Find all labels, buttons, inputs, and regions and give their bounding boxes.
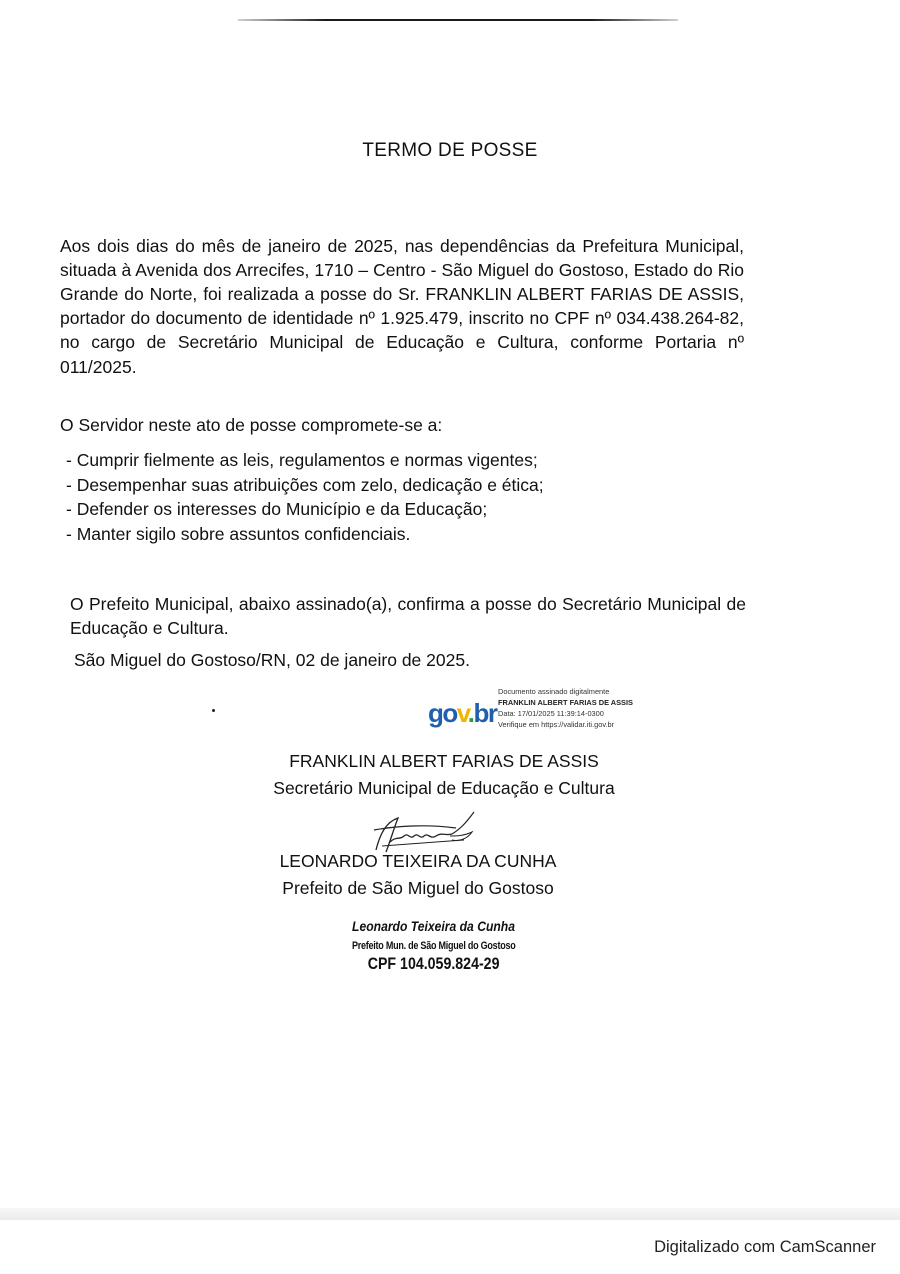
govbr-signer: FRANKLIN ALBERT FARIAS DE ASSIS [498, 698, 633, 707]
signatory-mayor [0, 848, 868, 902]
scan-speck [212, 709, 215, 712]
secretary-role: Secretário Municipal de Educação e Cultura [273, 778, 615, 798]
govbr-verify: Verifique em https://validar.iti.gov.br [498, 720, 615, 729]
page-edge [0, 1208, 900, 1220]
signatory-secretary [0, 748, 894, 802]
place-date: São Miguel do Gostoso/RN, 02 de janeiro de 2025. [74, 650, 470, 670]
mayor-stamp [0, 918, 868, 975]
govbr-logo: gov.br [428, 698, 497, 728]
commitment-list [66, 448, 544, 546]
confirmation-paragraph: O Prefeito Municipal, abaixo assinado(a), confirma a posse do Secretário Municipal de Educação e Cultura. [70, 593, 746, 638]
mayor-role: Prefeito de São Miguel do Gostoso [282, 878, 554, 898]
commitment-lead: O Servidor neste ato de posse compromete-se a: [60, 414, 443, 435]
list-item: - Cumprir fielmente as leis, regulamentos e normas vigentes; [66, 450, 538, 470]
mayor-name: LEONARDO TEIXEIRA DA CUNHA [279, 851, 557, 871]
govbr-signature-details [498, 686, 633, 730]
camscanner-watermark: Digitalizado com CamScanner [654, 1238, 876, 1256]
stamp-role: Prefeito Mun. de São Miguel do Gostoso [352, 940, 516, 952]
top-rule [238, 19, 678, 21]
intro-paragraph: Aos dois dias do mês de janeiro de 2025, nas dependências da Prefeitura Municipal, situada à Avenida dos Arrecifes, 1710 – Centro - São Miguel do Gostoso, Estado do Rio Grande do Norte, foi realizada a posse do Sr. FRANKLIN ALBERT FARIAS DE ASSIS, portador do documento de identidade nº 1.925.479, inscrito no CPF nº 034.438.264-82, no cargo de Secretário Municipal de Educação e Cultura, conforme Portaria nº 011/2025. [60, 235, 744, 377]
list-item: - Manter sigilo sobre assuntos confidenciais. [66, 523, 411, 544]
list-item: - Defender os interesses do Município e da Educação; [66, 499, 488, 519]
list-item: - Desempenhar suas atribuições com zelo, dedicação e ética; [66, 474, 544, 495]
stamp-cpf: CPF 104.059.824-29 [368, 955, 500, 973]
govbr-date: Data: 17/01/2025 11:39:14-0300 [498, 709, 604, 718]
stamp-name: Leonardo Teixeira da Cunha [352, 919, 516, 934]
govbr-line-1: Documento assinado digitalmente [498, 687, 610, 696]
govbr-digital-signature [428, 686, 668, 738]
document-title: TERMO DE POSSE [362, 140, 538, 161]
secretary-name: FRANKLIN ALBERT FARIAS DE ASSIS [289, 751, 599, 771]
